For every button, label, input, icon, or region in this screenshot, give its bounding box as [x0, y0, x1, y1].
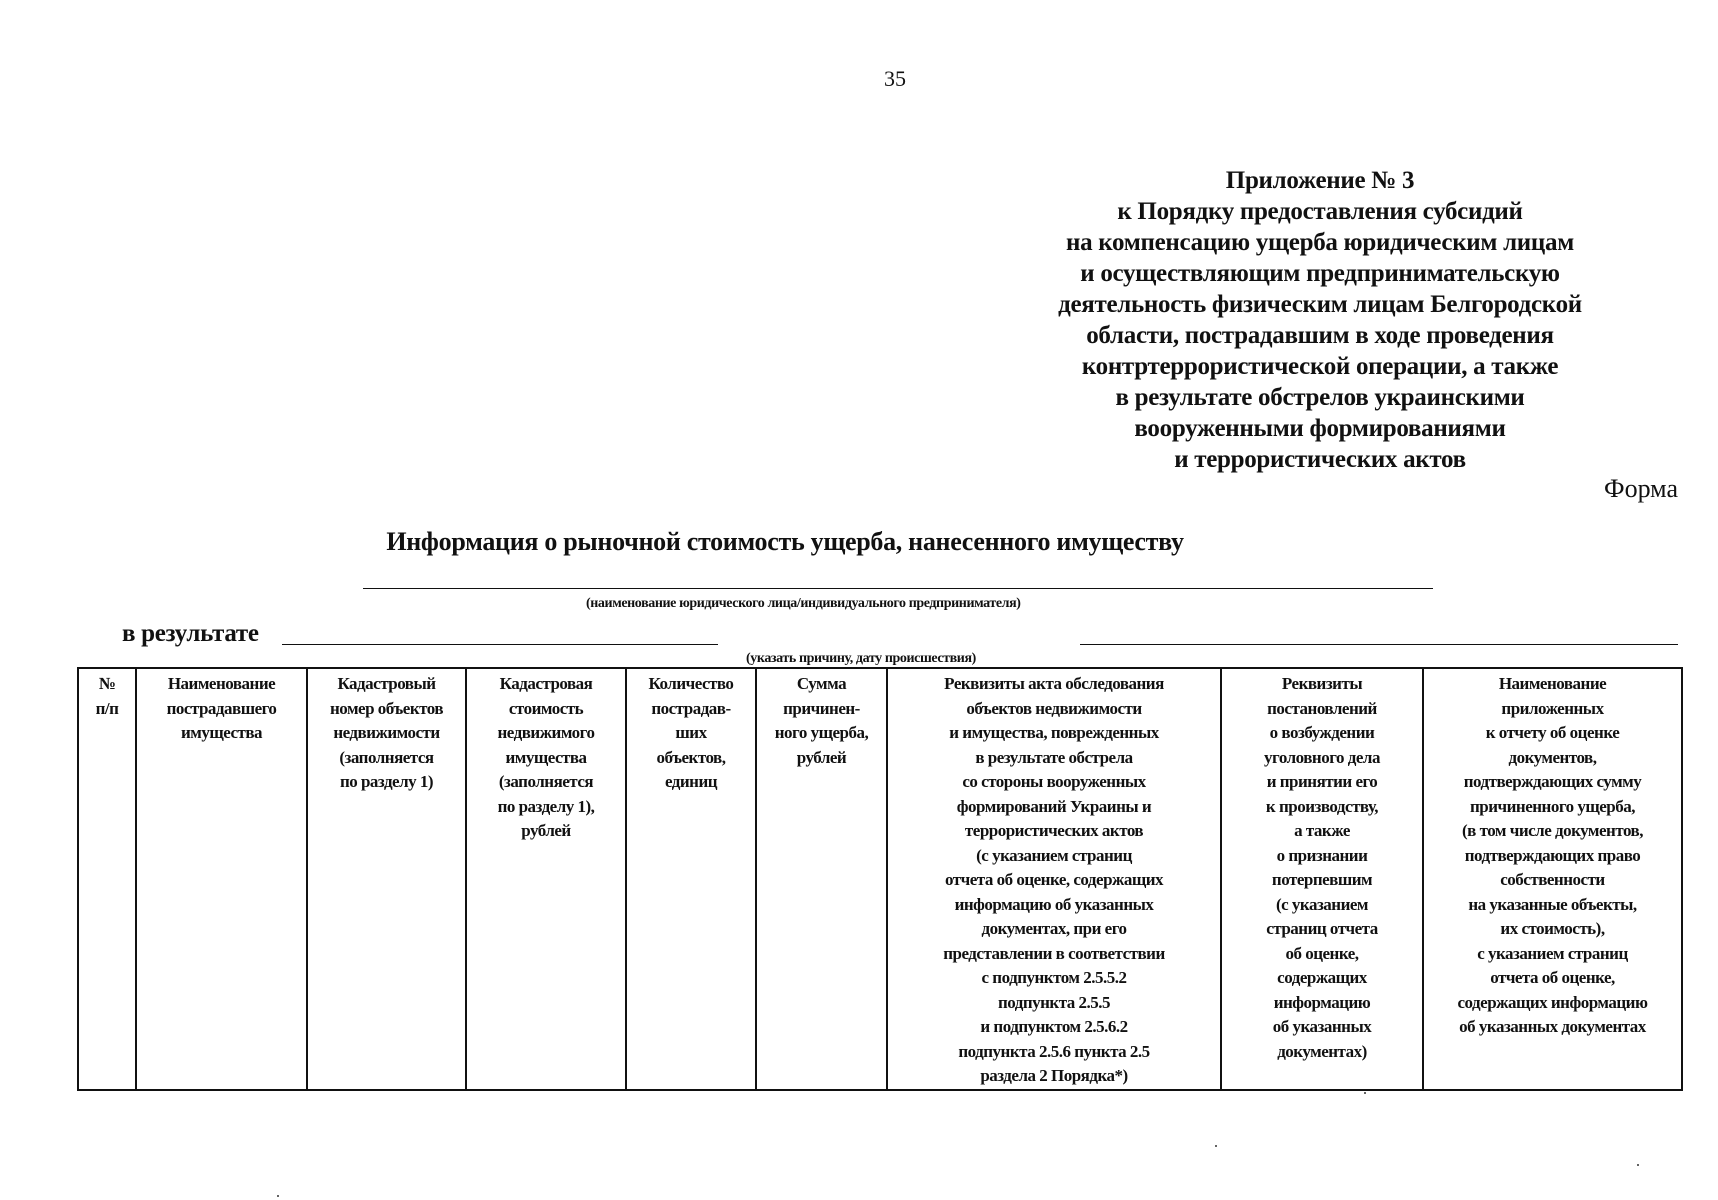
appendix-line: и террористических актов: [1174, 446, 1466, 473]
scan-speck: [1637, 1164, 1639, 1166]
page-number: 35: [884, 66, 906, 91]
entity-caption: (наименование юридического лица/индивидуального предпринимателя): [586, 596, 1021, 611]
appendix-line: в результате обстрелов украинскими: [1115, 384, 1525, 411]
header-cell-attached-documents: Наименование приложенных к отчету об оценке документов, подтверждающих сумму причиненного ущерба, (в том числе документов, подтверждающих право собственности на указанные объекты, их стоимость), с указанием страниц отчета об оценке, содержащих информацию об указанных документах: [1423, 668, 1682, 1090]
reason-caption: (указать причину, дату происшествия): [746, 651, 976, 666]
appendix-line: области, пострадавшим в ходе проведения: [1086, 322, 1554, 349]
document-title: Информация о рыночной стоимость ущерба, нанесенного имуществу: [386, 527, 1184, 556]
form-label: Форма: [1604, 474, 1678, 503]
scan-speck: [277, 1195, 279, 1197]
appendix-line: на компенсацию ущерба юридическим лицам: [1066, 229, 1574, 256]
header-cell-cadastral-value: Кадастровая стоимость недвижимого имущества (заполняется по разделу 1), рублей: [466, 668, 626, 1090]
entity-name-line: [363, 588, 1433, 589]
header-cell-inspection-act: Реквизиты акта обследования объектов недвижимости и имущества, поврежденных в результате обстрела со стороны вооруженных формирований Украины и террористических актов (с указанием страниц отчета об оценке, содержащих информацию об указанных документах, при его представлении в соответствии с подпунктом 2.5.5.2 подпункта 2.5.5 и подпунктом 2.5.6.2 подпункта 2.5.6 пункта 2.5 раздела 2 Порядка*): [887, 668, 1221, 1090]
header-cell-object-count: Количество пострадав- ших объектов, единиц: [626, 668, 756, 1090]
header-cell-criminal-case: Реквизиты постановлений о возбуждении уголовного дела и принятии его к производству, а также о признании потерпевшим (с указанием страниц отчета об оценке, содержащих информацию об указанных документах): [1221, 668, 1423, 1090]
info-table: [77, 667, 1683, 1091]
reason-line-left: [282, 644, 718, 645]
header-cell-number: № п/п: [78, 668, 136, 1090]
scan-speck: [1215, 1145, 1217, 1147]
appendix-line: и осуществляющим предпринимательскую: [1080, 260, 1560, 287]
result-label: в результате: [122, 620, 259, 647]
table-header-row: [78, 668, 1682, 1090]
appendix-line: деятельность физическим лицам Белгородской: [1058, 291, 1582, 318]
appendix-line: вооруженными формированиями: [1134, 415, 1506, 442]
appendix-line: к Порядку предоставления субсидий: [1117, 198, 1523, 225]
reason-line-right: [1080, 644, 1678, 645]
header-cell-cadastral-number: Кадастровый номер объектов недвижимости (заполняется по разделу 1): [307, 668, 466, 1090]
header-cell-damage-sum: Сумма причинен- ного ущерба, рублей: [756, 668, 887, 1090]
appendix-line: Приложение № 3: [1225, 167, 1415, 194]
appendix-line: контртеррористической операции, а также: [1081, 353, 1559, 380]
scan-speck: [1364, 1092, 1366, 1094]
header-cell-property-name: Наименование пострадавшего имущества: [136, 668, 307, 1090]
appendix-heading: [980, 165, 1660, 475]
